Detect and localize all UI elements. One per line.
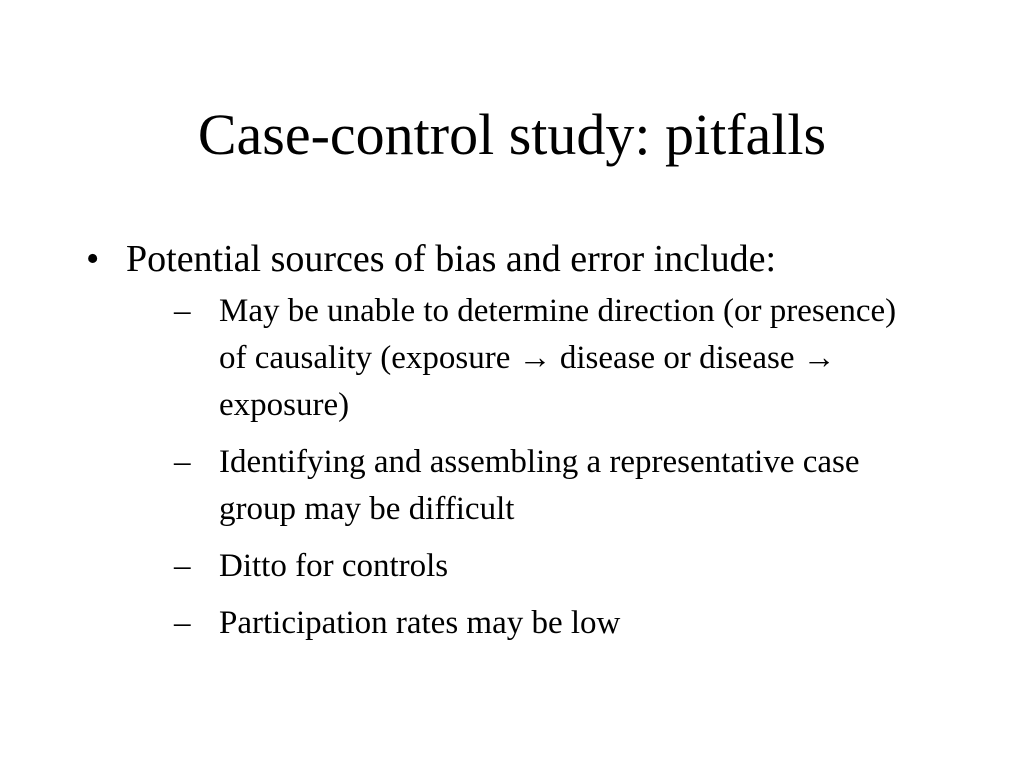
sub-bullet-text: Participation rates may be low bbox=[219, 605, 621, 641]
sub-bullet-text: May be unable to determine direction (or presence) of causality (exposure → disease or disease → exposure) bbox=[219, 293, 897, 423]
bullet-item bbox=[86, 232, 956, 647]
sub-bullet-list bbox=[126, 288, 956, 647]
bullet-text: Potential sources of bias and error include: bbox=[126, 238, 777, 280]
sub-bullet-marker: – bbox=[174, 548, 191, 584]
sub-bullet-marker: – bbox=[174, 293, 191, 329]
sub-bullet-item bbox=[174, 543, 919, 590]
slide-title: Case-control study: pitfalls bbox=[197, 102, 827, 167]
bullet-marker: • bbox=[86, 238, 100, 280]
sub-bullet-item bbox=[174, 288, 919, 429]
bullet-list bbox=[86, 232, 956, 657]
sub-bullet-text: Identifying and assembling a representative case group may be difficult bbox=[219, 444, 860, 527]
sub-bullet-marker: – bbox=[174, 605, 191, 641]
sub-bullet-marker: – bbox=[174, 444, 191, 480]
sub-bullet-item bbox=[174, 600, 919, 647]
sub-bullet-item bbox=[174, 439, 919, 533]
sub-bullet-text: Ditto for controls bbox=[219, 548, 449, 584]
